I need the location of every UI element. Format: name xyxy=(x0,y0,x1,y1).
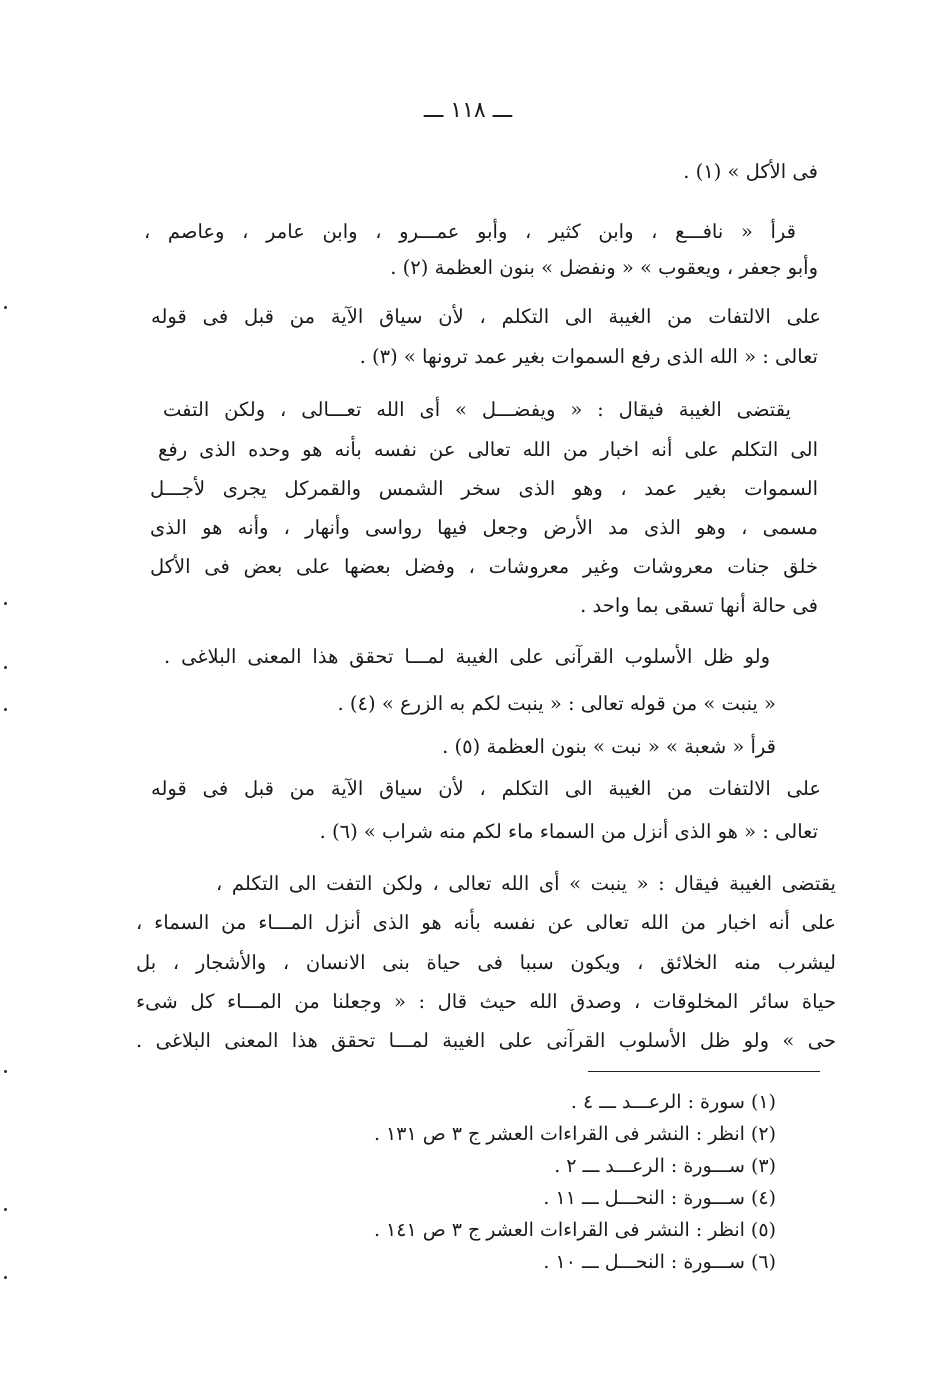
footnote: (٢) انظر : النشر فى القراءات العشر ج ٣ ص ١٣١ . xyxy=(373,1123,776,1145)
scan-speck xyxy=(4,602,7,605)
text-line: ليشرب منه الخلائق ، ويكون سببا فى حياة بنى الانسان ، والأشجار ، بل xyxy=(136,951,836,974)
footnote: (٦) ســـورة : النحـــل ـــ ١٠ . xyxy=(543,1251,776,1273)
text-line: خلق جنات معروشات وغير معروشات ، وفضل بعضها على بعض فى الأكل xyxy=(150,555,818,578)
text-line: ولو ظل الأسلوب القرآنى على الغيبة لمـــا تحقق هذا المعنى البلاغى . xyxy=(164,645,770,668)
text-line: مسمى ، وهو الذى مد الأرض وجعل فيها رواسى وأنهار ، وأنه هو الذى xyxy=(150,516,818,539)
text-line: قرأ « شعبة » « نبت » بنون العظمة (٥) . xyxy=(442,735,776,758)
footnote-separator xyxy=(588,1071,820,1072)
text-line: على أنه اخبار من الله تعالى عن نفسه بأنه هو الذى أنزل المـــاء من السماء ، xyxy=(136,911,836,934)
text-line: على الالتفات من الغيبة الى التكلم ، لأن سياق الآية من قبل فى قوله xyxy=(151,777,821,800)
text-line: وأبو جعفر ، ويعقوب » « ونفضل » بنون العظمة (٢) . xyxy=(390,256,818,279)
footnote: (٥) انظر : النشر فى القراءات العشر ج ٣ ص ١٤١ . xyxy=(373,1219,776,1241)
scan-speck xyxy=(4,708,7,711)
text-line: الى التكلم على أنه اخبار من الله تعالى عن نفسه بأنه هو وحده الذى رفع xyxy=(158,438,818,461)
scan-speck xyxy=(4,1070,7,1073)
scan-speck xyxy=(4,666,7,669)
text-line: حياة سائر المخلوقات ، وصدق الله حيث قال : « وجعلنا من المـــاء كل شىء xyxy=(136,990,836,1013)
text-line: السموات بغير عمد ، وهو الذى سخر الشمس والقمركل يجرى لأجـــل xyxy=(150,477,818,500)
page-number: ـــ ١١٨ ـــ xyxy=(423,98,513,123)
text-line: حى » ولو ظل الأسلوب القرآنى على الغيبة لمـــا تحقق هذا المعنى البلاغى . xyxy=(136,1029,836,1052)
scan-speck xyxy=(4,306,7,309)
text-line: « ينبت » من قوله تعالى : « ينبت لكم به الزرع » (٤) . xyxy=(337,692,776,715)
scan-speck xyxy=(4,1208,7,1211)
text-line: تعالى : « الله الذى رفع السموات بغير عمد ترونها » (٣) . xyxy=(359,345,818,368)
text-line: تعالى : « هو الذى أنزل من السماء ماء لكم منه شراب » (٦) . xyxy=(319,820,818,843)
text-line: قرأ « نافـــع ، وابن كثير ، وأبو عمـــرو ، وابن عامر ، وعاصم ، xyxy=(144,220,796,243)
text-line: فى حالة أنها تسقى بما واحد . xyxy=(580,594,818,617)
text-line: على الالتفات من الغيبة الى التكلم ، لأن سياق الآية من قبل فى قوله xyxy=(151,305,821,328)
footnote: (٣) ســـورة : الرعـــد ـــ ٢ . xyxy=(554,1155,776,1177)
footnote: (٤) ســـورة : النحـــل ـــ ١١ . xyxy=(543,1187,776,1209)
text-line: يقتضى الغيبة فيقال : « ويفضـــل » أى الله تعـــالى ، ولكن التفت xyxy=(163,398,791,421)
scan-speck xyxy=(4,1276,7,1279)
text-line: فى الأكل » (١) . xyxy=(683,160,818,183)
text-line: يقتضى الغيبة فيقال : « ينبت » أى الله تعالى ، ولكن التفت الى التكلم ، xyxy=(216,872,836,895)
footnote: (١) سورة : الرعـــد ـــ ٤ . xyxy=(570,1091,776,1113)
